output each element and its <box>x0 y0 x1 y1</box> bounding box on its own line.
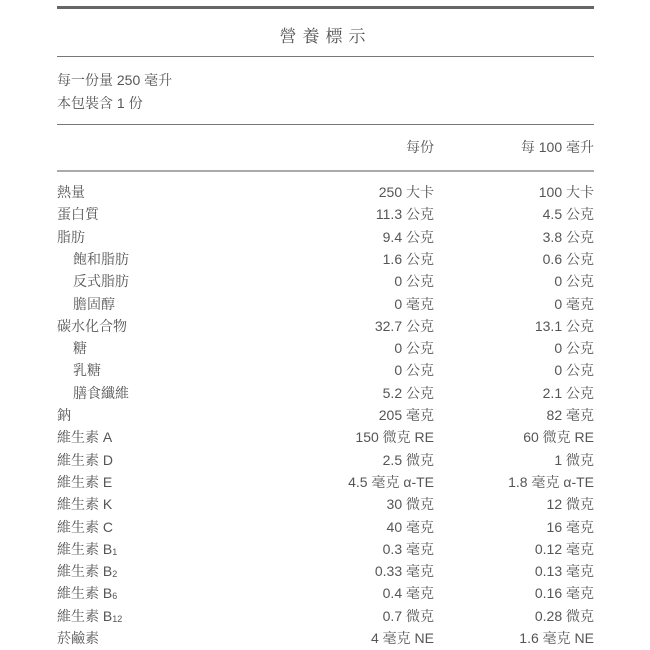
nutrient-name <box>57 538 117 563</box>
nutrient-subscript: 1 <box>112 546 118 557</box>
nutrient-row <box>57 449 594 471</box>
nutrient-name <box>57 627 99 649</box>
nutrient-row <box>57 293 594 315</box>
per-serving-value: 9.4 公克 <box>382 228 434 245</box>
label-title: 營養標示 <box>279 27 372 46</box>
nutrient-name <box>57 426 112 448</box>
nutrient-name-text: 維生素 B <box>57 563 113 580</box>
per-serving-value: 0.7 微克 <box>382 607 434 624</box>
per-100ml-value: 13.1 公克 <box>534 317 594 334</box>
nutrient-name-text: 膽固醇 <box>73 295 115 312</box>
nutrient-row <box>57 270 594 292</box>
nutrient-name-text: 維生素 B <box>57 607 113 624</box>
per-100ml-value: 1.6 毫克 NE <box>519 630 594 646</box>
nutrient-name <box>73 270 129 292</box>
per-100ml-value: 0.6 公克 <box>542 250 594 267</box>
per-100ml-value: 2.1 公克 <box>542 384 594 401</box>
per-100ml-value: 16 毫克 <box>546 518 594 535</box>
per-serving-value: 4 毫克 NE <box>370 630 434 646</box>
nutrient-name <box>57 449 113 471</box>
per-serving-value: 0 公克 <box>394 362 434 379</box>
nutrient-row <box>57 382 594 404</box>
nutrient-name <box>57 493 112 515</box>
nutrient-name <box>73 382 129 404</box>
per-serving-value: 205 毫克 <box>378 407 434 423</box>
per-serving-value: 4.5 毫克 α-TE <box>348 473 434 490</box>
per-100ml-value: 0.16 毫克 <box>534 585 594 602</box>
per-serving-value: 2.5 微克 <box>382 451 434 468</box>
nutrient-row <box>57 404 594 426</box>
per-serving-value: 1.6 公克 <box>382 250 434 267</box>
nutrient-row <box>57 248 594 270</box>
nutrient-name <box>57 605 122 630</box>
nutrient-name-text: 熱量 <box>57 184 85 200</box>
nutrient-name-text: 蛋白質 <box>57 206 99 223</box>
per-100ml-value: 0.12 毫克 <box>534 540 594 557</box>
nutrient-name-text: 維生素 B <box>57 540 113 557</box>
per-100ml-value: 0 公克 <box>554 340 594 357</box>
column-header-row <box>57 136 594 158</box>
serving-size: 每一份量 250 毫升 <box>57 72 173 88</box>
per-serving-value: 0 公克 <box>394 273 434 290</box>
nutrient-row <box>57 493 594 515</box>
divider <box>57 56 594 57</box>
nutrient-row <box>57 627 594 649</box>
per-100ml-value: 12 微克 <box>546 496 594 513</box>
nutrient-subscript: 6 <box>112 591 118 602</box>
nutrient-name-text: 飽和脂肪 <box>73 250 129 267</box>
per-serving-value: 0.4 毫克 <box>382 585 434 602</box>
nutrient-row <box>57 203 594 225</box>
nutrient-name <box>57 560 117 585</box>
nutrient-subscript: 12 <box>112 613 123 624</box>
per-serving-value: 0.3 毫克 <box>382 540 434 557</box>
nutrient-name <box>73 359 101 381</box>
nutrient-name <box>57 516 113 538</box>
nutrient-name-text: 維生素 B <box>57 585 113 602</box>
nutrient-row <box>57 181 594 203</box>
per-serving-value: 11.3 公克 <box>375 206 434 223</box>
nutrient-row <box>57 538 594 560</box>
nutrient-row <box>57 605 594 627</box>
top-divider <box>57 6 594 9</box>
nutrient-row <box>57 337 594 359</box>
per-100ml-value: 60 微克 RE <box>523 429 594 446</box>
per-100ml-value: 0.13 毫克 <box>534 563 594 580</box>
per-100ml-value: 0 公克 <box>554 273 594 290</box>
nutrient-row <box>57 426 594 448</box>
per-100ml-value: 100 大卡 <box>538 184 594 200</box>
nutrient-row <box>57 471 594 493</box>
nutrient-name-text: 菸鹼素 <box>57 630 99 646</box>
column-header-per-serving: 每份 <box>406 139 434 155</box>
per-serving-value: 0 公克 <box>394 340 434 357</box>
nutrient-name-text: 維生素 C <box>57 518 113 535</box>
per-serving-value: 0.33 毫克 <box>374 563 434 580</box>
per-100ml-value: 0 公克 <box>554 362 594 379</box>
nutrient-name <box>57 471 112 493</box>
per-100ml-value: 0.28 微克 <box>534 607 594 624</box>
nutrient-name <box>57 226 85 248</box>
per-100ml-value: 0 毫克 <box>554 295 594 312</box>
nutrient-name-text: 脂肪 <box>57 228 85 245</box>
nutrient-row <box>57 315 594 337</box>
nutrient-name <box>73 248 129 270</box>
per-serving-value: 40 毫克 <box>386 518 434 535</box>
per-100ml-value: 82 毫克 <box>546 407 594 423</box>
nutrient-name-text: 維生素 D <box>57 451 113 468</box>
nutrient-name-text: 膳食纖維 <box>73 384 129 401</box>
nutrient-row <box>57 226 594 248</box>
nutrient-name <box>57 315 127 337</box>
nutrient-name <box>57 404 71 426</box>
per-serving-value: 0 毫克 <box>394 295 434 312</box>
nutrient-subscript: 2 <box>112 569 118 580</box>
divider <box>57 124 594 125</box>
per-serving-value: 30 微克 <box>386 496 434 513</box>
nutrient-name <box>73 293 115 315</box>
per-100ml-value: 4.5 公克 <box>542 206 594 223</box>
nutrient-name-text: 維生素 E <box>57 473 113 490</box>
nutrient-row <box>57 560 594 582</box>
nutrient-name-text: 反式脂肪 <box>73 273 129 290</box>
per-100ml-value: 3.8 公克 <box>542 228 594 245</box>
nutrient-row <box>57 359 594 381</box>
per-serving-value: 150 微克 RE <box>355 429 434 446</box>
nutrient-name <box>57 181 85 203</box>
per-serving-value: 5.2 公克 <box>382 384 434 401</box>
nutrient-name <box>57 203 99 225</box>
per-serving-value: 32.7 公克 <box>374 317 434 334</box>
nutrient-row <box>57 516 594 538</box>
nutrient-name <box>73 337 87 359</box>
per-serving-value: 250 大卡 <box>378 184 434 200</box>
nutrient-name-text: 鈉 <box>57 407 71 423</box>
nutrient-name-text: 碳水化合物 <box>57 317 127 334</box>
per-100ml-value: 1.8 毫克 α-TE <box>508 473 594 490</box>
nutrient-name <box>57 582 117 607</box>
nutrient-name-text: 維生素 K <box>57 496 113 513</box>
servings-per-package: 本包裝含 1 份 <box>57 95 143 111</box>
nutrient-row <box>57 582 594 604</box>
divider <box>57 170 594 172</box>
per-100ml-value: 1 微克 <box>554 451 594 468</box>
nutrient-name-text: 維生素 A <box>57 429 113 446</box>
nutrient-name-text: 乳糖 <box>73 362 101 379</box>
nutrient-name-text: 糖 <box>73 340 87 357</box>
column-header-per-100ml: 每 100 毫升 <box>520 139 594 155</box>
